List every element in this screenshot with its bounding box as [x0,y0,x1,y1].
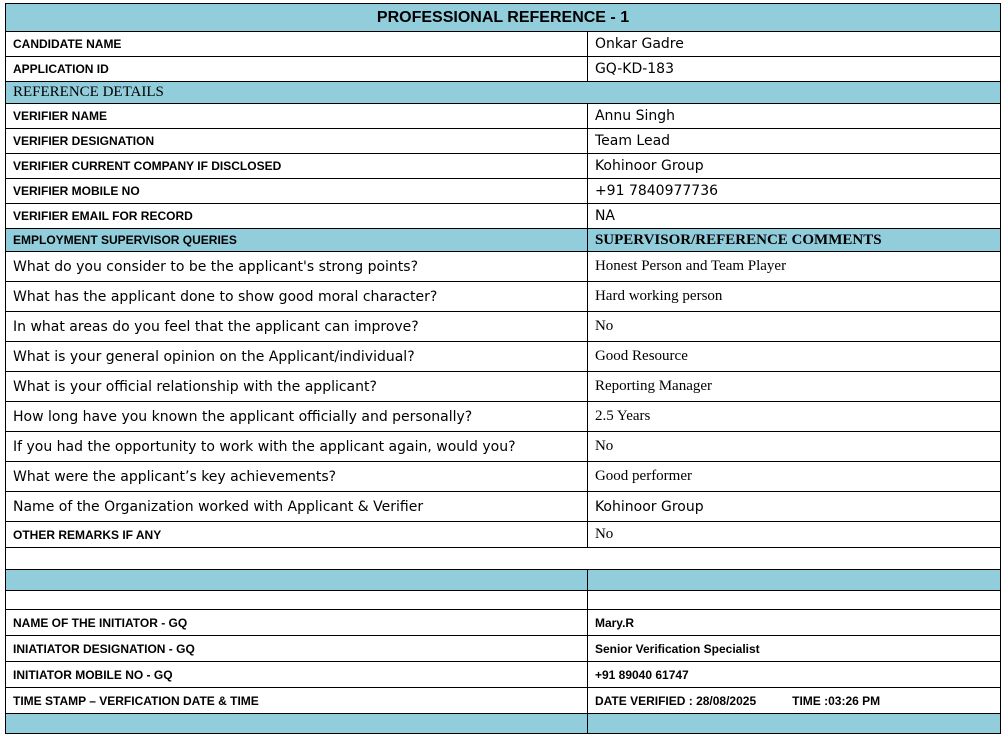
verifier-designation-row [6,129,1001,154]
query-question: In what areas do you feel that the applicant can improve? [6,312,588,342]
query-answer: No [587,432,1000,462]
verifier-mobile-value: +91 7840977736 [587,179,1000,204]
application-id-label: APPLICATION ID [6,57,588,82]
spacer-row [6,548,1001,570]
query-question: What is your official relationship with the applicant? [6,372,588,402]
query-question: If you had the opportunity to work with the applicant again, would you? [6,432,588,462]
spacer-cell [6,591,588,610]
blank-band-right [587,570,1000,591]
spacer-cell [587,591,1000,610]
verifier-email-label: VERIFIER EMAIL FOR RECORD [6,204,588,229]
query-row [6,312,1001,342]
query-answer: Honest Person and Team Player [587,252,1000,282]
verifier-name-value: Annu Singh [587,104,1000,129]
application-id-row [6,57,1001,82]
query-answer: 2.5 Years [587,402,1000,432]
spacer-cell [6,548,1001,570]
query-question: How long have you known the applicant officially and personally? [6,402,588,432]
query-row [6,252,1001,282]
verifier-email-value: NA [587,204,1000,229]
verifier-company-row [6,154,1001,179]
query-answer: Kohinoor Group [587,492,1000,522]
candidate-name-value: Onkar Gadre [587,32,1000,57]
verifier-mobile-label: VERIFIER MOBILE NO [6,179,588,204]
initiator-mobile-value: +91 89040 61747 [587,662,1000,688]
timestamp-row [6,688,1001,714]
query-row [6,372,1001,402]
remarks-value: No [587,522,1000,548]
query-answer: Good performer [587,462,1000,492]
initiator-designation-row [6,636,1001,662]
time-verified: TIME :03:26 PM [792,693,881,708]
remarks-row [6,522,1001,548]
initiator-designation-value: Senior Verification Specialist [587,636,1000,662]
query-row [6,342,1001,372]
verifier-mobile-row [6,179,1001,204]
timestamp-label: TIME STAMP – VERFICATION DATE & TIME [6,688,588,714]
query-answer: Good Resource [587,342,1000,372]
query-answer: Reporting Manager [587,372,1000,402]
verifier-name-label: VERIFIER NAME [6,104,588,129]
verifier-designation-label: VERIFIER DESIGNATION [6,129,588,154]
query-answer: Hard working person [587,282,1000,312]
query-question: What is your general opinion on the Applicant/individual? [6,342,588,372]
footer-band-row [6,714,1001,734]
initiator-designation-label: INIATIATOR DESIGNATION - GQ [6,636,588,662]
comments-heading: SUPERVISOR/REFERENCE COMMENTS [587,229,1000,252]
page-title: PROFESSIONAL REFERENCE - 1 [6,4,1001,32]
query-row [6,492,1001,522]
candidate-name-row [6,32,1001,57]
verifier-company-value: Kohinoor Group [587,154,1000,179]
query-question: What has the applicant done to show good moral character? [6,282,588,312]
reference-details-heading-row [6,82,1001,104]
verifier-email-row [6,204,1001,229]
date-verified: DATE VERIFIED : 28/08/2025 [594,693,757,708]
query-row [6,462,1001,492]
candidate-name-label: CANDIDATE NAME [6,32,588,57]
spacer-row [6,591,1001,610]
professional-reference-table [5,3,1001,734]
verifier-designation-value: Team Lead [587,129,1000,154]
query-answer: No [587,312,1000,342]
application-id-value: GQ-KD-183 [587,57,1000,82]
initiator-name-row [6,610,1001,636]
initiator-mobile-row [6,662,1001,688]
initiator-name-label: NAME OF THE INITIATOR - GQ [6,610,588,636]
verifier-name-row [6,104,1001,129]
query-row [6,402,1001,432]
verifier-company-label: VERIFIER CURRENT COMPANY IF DISCLOSED [6,154,588,179]
initiator-name-value: Mary.R [587,610,1000,636]
query-question: Name of the Organization worked with Applicant & Verifier [6,492,588,522]
footer-band-right [587,714,1000,734]
reference-details-heading: REFERENCE DETAILS [6,82,1001,104]
queries-heading: EMPLOYMENT SUPERVISOR QUERIES [6,229,588,252]
initiator-heading-row [6,570,1001,591]
blank-band-left [6,570,588,591]
query-question: What do you consider to be the applicant's strong points? [6,252,588,282]
remarks-label: OTHER REMARKS IF ANY [6,522,588,548]
query-row [6,432,1001,462]
timestamp-value [587,688,1000,714]
footer-band-left [6,714,588,734]
title-row [6,4,1001,32]
queries-heading-row [6,229,1001,252]
query-question: What were the applicant’s key achievements? [6,462,588,492]
initiator-mobile-label: INITIATOR MOBILE NO - GQ [6,662,588,688]
query-row [6,282,1001,312]
